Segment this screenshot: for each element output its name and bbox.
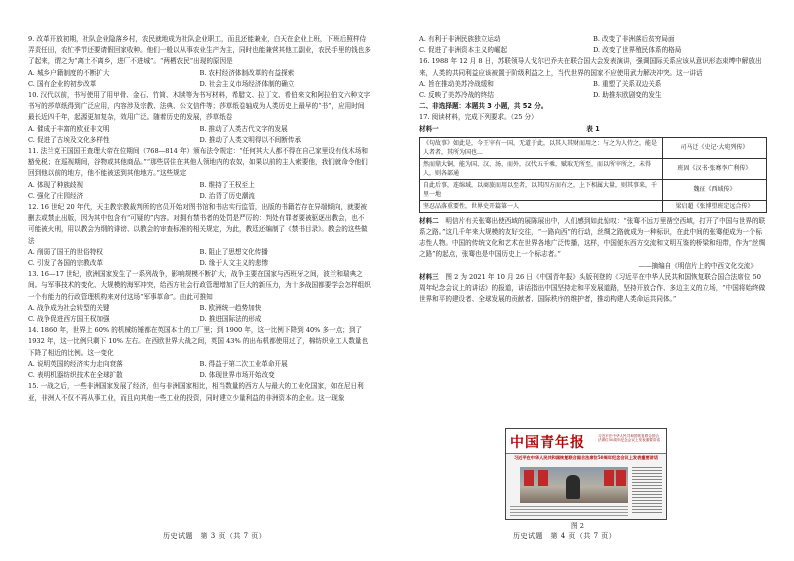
newspaper-masthead-bar [506,429,666,454]
question-stem: 15. 一战之后，一些非洲国家发展了经济，但与非洲国家相比，相当数量的西方人与最大的工业化国家，如在尼日利亚，非洲人不仅不再从事工业，而且向其他一些工业的投资，同时建立少量利益的非洲资本的企业。这一现象 [28,382,364,402]
question-stem: 12. 16 世纪 20 年代，天主教宗教裁判所的官员开始对图书馆和书店实行监管，出版的书籍若存在异端倾向，就要被删去或禁止出版，因为其中包含有“可疑的”内容。对拥有禁书者的处罚是严厉的：判处有罪者要被驱逐出教会，也不可能被火刑，用以教会为纲的诽谤、以教会的审查标准的相关规定，为此，教廷还编制了《禁书目录》。教会的这些做法 [28,203,368,245]
options-row [28,135,371,146]
newspaper-headline: 习近平在中华人民共和国恢复联合国合法席位50周年纪念会议上发表重要讲话 [513,455,659,460]
left-question-column [28,34,371,404]
options-row [28,247,371,258]
options-row [28,370,371,381]
options-row [28,68,371,79]
newspaper-side-column [632,467,662,515]
newspaper-masthead-side-text: 习近平在中华人民共和国恢复联合国合法席位50周年纪念会议上发表重要讲话 [598,434,661,443]
question-14 [28,325,371,381]
material-3 [419,272,767,306]
newspaper-photo [520,467,628,503]
options-row [28,303,371,314]
option-d: D. 推进国际法的形成 [199,315,262,324]
material-1-label: 材料一 [419,124,439,133]
option-b: B. 维持了王权至上 [199,180,255,189]
question-13 [28,269,371,325]
option-a: A. 削弱了国王的世俗特权 [28,247,103,256]
table-cell-source: 魏征《西域传》 [662,179,766,200]
option-d: D. 社会主义市场经济体制的确立 [199,79,295,88]
option-b: B. 改变了非洲落后贫穷局面 [593,35,675,43]
flag-shape [524,470,534,486]
question-stem: 9. 改革开放初期，社队企业隐落乡村，农民就地成为社队企业职工，而且还能兼业，白天在企业上班，下班后照样侍弄责任田，农忙季节还要请假回家收种。他们一般以从事农业生产为主，同时也能兼营其他工副业，农民手里的钱也多了起来，谓之为“离土不离乡，进厂不进城”。“两栖农民”出现的原因是 [28,35,371,66]
option-a: A. 城乡户籍制度的不断扩大 [28,68,110,77]
option-b: B. 阻止了思想文化传播 [199,247,268,256]
options-row [419,45,767,56]
table-cell-text: 自此后事，连绵域，以商旅而用以至者，以其四方而有之，上下相属大量，则其事来，千里一地 [420,179,663,200]
material-2 [419,216,767,261]
question-10 [28,90,371,146]
table-row [420,179,767,200]
table-row [420,137,767,158]
option-a: A. 催成于丰富的欧亚非文明 [28,124,110,133]
material-3-text: 图 2 为 2021 年 10 月 26 日《中国青年报》头版刊登的《习近平在中华人民共和国恢复联合国合法席位 50 周年纪念会议上的讲话》的报道，讲话指出中国坚持走和平发展道路，坚持开放合作、多边主义的立场，“中国将始终做世界和平的建设者、全球发展的贡献者、国际秩序的维护者，推动构建人类命运共同体。” [419,272,766,304]
flag-shape [538,470,548,486]
question-12 [28,202,371,269]
option-d: D. 助推东欧剧变的发生 [593,91,662,100]
option-c: C. 引发了各国的宗教改革 [28,259,103,268]
options-row [28,359,371,370]
table-cell-source: 梁启超《张博望班定远合传》 [662,200,766,212]
page-footer: 历史试题 第 4 页（共 7 页） [513,532,617,540]
material-1-table [419,137,767,213]
newspaper-figure [505,428,667,520]
option-a: A. 旨在推动美苏冷战缓和 [419,79,494,88]
table-row [420,200,767,212]
option-a: A. 战争成为社会转型的关键 [28,303,110,312]
question-stem: 11. 法兰克王国国王查理大帝在位期间（768—814 年）颁布法令规定：“任何其大人都不得在自己家里设有伐木场和豁免税；在巡视期间，谷物或其他商品。”“那些居住在其他人领地内的农奴，如果以前的主人索要他，我们就命令他们回到他以前的地方，他不能被送到其他地方。”这些规定 [28,147,368,178]
options-row [28,124,371,135]
option-c: C. 表明机器纺织技术在全球扩散 [28,371,123,380]
material-2-text: 明信片有关张骞出使西域的展陈展出中，人们感到如此惊叹：“张骞不远万里凿空西域，打开了中国与世界的联系之路。”这几千年来大规模的友好交往，“一路向西”的行动，丝绸之路就成为一种标识，在此中间的张骞便成为一个标志性人物。中国的传统文化和艺术在世界各地广泛传播，这样，中国便东西方交流和文明互鉴的桥梁和纽带，作为“丝绸之路”的起点，张骞也是中国历史上一个标志者。” [419,216,766,259]
option-d: D. 缘于人文主义的悲惨 [199,259,269,268]
option-b: B. 重塑了关系双边关系 [593,79,662,88]
flag-shape [604,470,614,486]
table-cell-source: 班固《汉书·张骞李广利传》 [662,158,766,179]
question-11 [28,146,371,202]
table-cell-source: 司马迁《史记·大宛列传》 [662,137,766,158]
question-15 [28,381,371,403]
newspaper-body-text [510,506,628,516]
option-b: B. 农村经济体制改革的有益探索 [199,68,295,77]
section-title: 二、非选择题：本题共 3 小题，共 52 分。 [419,102,548,111]
option-b: B. 欧洲统一趋势加快 [199,303,262,312]
speaker-figure [566,475,580,499]
options-row [28,79,371,90]
options-row [28,314,371,325]
option-c: C. 强化了庄园经济 [28,191,84,200]
options-row [28,258,371,269]
option-d: D. 推动了人类文明得以不间断传承 [199,135,302,144]
options-row [28,191,371,202]
flag-shape [616,470,626,486]
table-cell-text: 《句故事》如此是，今王宰有一国，无道于此，以其人其财而用之：与之为人侍之，能是人者者，其所为国也… [420,137,663,158]
material-2-source: ——摘编自《明信片上的中西文化交流》 [638,261,757,270]
options-row [419,34,767,45]
right-page [397,0,794,561]
option-a: A. 有利于非洲民族独立运动 [419,35,501,43]
question-stem: 14. 1860 年，世界上 60% 的机械纺锤都在英国本土的工厂里；到 1900 年，这一比例下降到 40% 多一点；到了 1932 年，这一比例只剩下 10% 左右。在西欧世界大战之间，英国 43% 的出布机都使用过了，棉纺织业工人数量也下降了相近的比例。这一变化 [28,326,369,357]
option-c: C. 国有企业的初步改革 [28,79,97,88]
table-cell-text: 然而鼎大铜，能为国、汉、汤、而外，汉代五千乘，赋取无所至，而以所宰所之，未得人，则各部通 [420,158,663,179]
option-c: C. 战争促进西方国王权加强 [28,315,110,324]
options-row [419,79,767,90]
question-17-stem: 17. 阅读材料，完成下列要求。（25 分） [419,113,538,122]
option-c: C. 反映了美苏冷战的终结 [419,91,494,100]
question-9 [28,34,371,90]
option-b: B. 得益于第二次工业革命开展 [199,359,288,368]
newspaper-masthead: 中国青年报 [510,435,585,451]
option-d: D. 体现世界市场开始改变 [199,371,275,380]
material-3-label: 材料三 [419,272,439,281]
option-a: A. 说明英国的经济实力走向衰落 [28,359,123,368]
question-stem: 10. 汉代以前，书写使用了用甲骨、金石、竹简、木牍等为书写材料，希腊文、拉丁文、希伯来文和阿拉伯文六种文字书写的莎草纸得到广泛应用，内容涉及宗教、法典、公文信件等；莎草纸卷轴成为人类历史上最早的“书”，应用时间最长近四千年，起源更加复杂，效用广泛。随着历史的发展，莎草纸卷 [28,91,371,122]
material-1-header [419,124,767,135]
option-d: D. 治背了历史潮流 [199,191,255,200]
option-c: C. 促进了非洲资本主义的崛起 [419,46,508,55]
option-d: D. 改变了世界殖民体系的格局 [593,46,682,55]
table-row [420,158,767,179]
question-stem: 16. 1988 年 12 月 8 日，苏联领导人戈尔巴乔夫在联合国大会发表演讲，强调国际关系应该从意识形态束缚中解放出来，人类的共同利益应该被置于阶级利益之上，当代世界的国家不应使用武力解决冲突。这一讲话 [419,57,762,77]
options-row [28,180,371,191]
right-question-column [419,34,767,305]
table-cell-text: 坚忍品落重要性，世界史开篇第一人 [420,200,663,212]
option-a: A. 体现了种族歧视 [28,180,84,189]
options-row [419,90,767,101]
page-footer: 历史试题 第 3 页（共 7 页） [163,532,267,540]
material-2-label: 材料二 [419,216,439,225]
question-stem: 13. 16—17 世纪，欧洲国家发生了一系列战争，影响规模不断扩大，战争主要在国家与西班牙之间，波兰和瑞典之间。与军事技术的变化、大规模的海军冲突，给西方社会行政管理增加了巨大的新压力，为十多战国都要学会怎样组织一个有能力的行政管理机构来对付这场“军事革命”。由此可推知 [28,270,371,301]
option-b: B. 推动了人类古代文字的发展 [199,124,288,133]
question-16 [419,56,767,101]
table-title: 表 1 [586,124,600,133]
option-c: C. 促进了古埃及文化多样性 [28,135,110,144]
figure-caption: 图 2 [571,522,584,530]
